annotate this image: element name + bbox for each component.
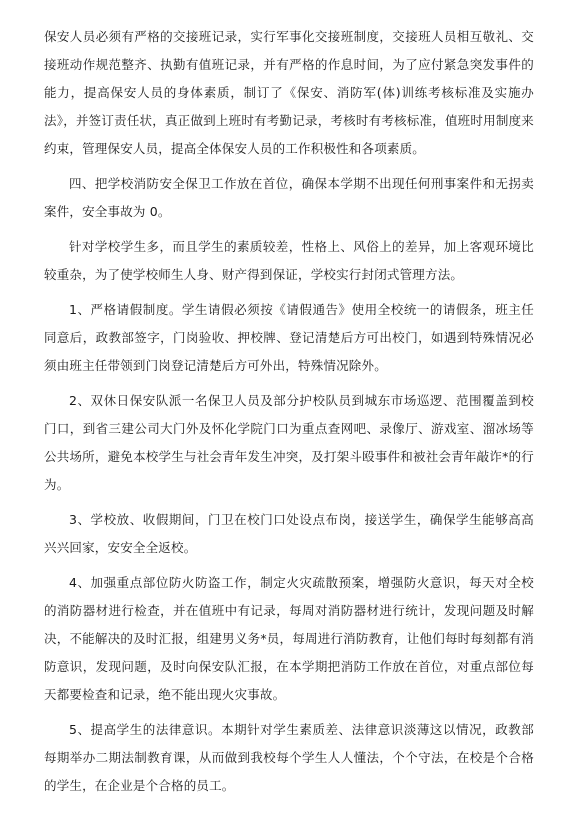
paragraph-closed-management: 针对学校学生多，而且学生的素质较差，性格上、风俗上的差异，加上客观环境比较重杂，为了使学校师生人身、财产得到保证，学校实行封闭式管理方法。 bbox=[44, 239, 534, 282]
paragraph-item-2: 2、双休日保安队派一名保卫人员及部分护校队员到城东市场巡逻、范围覆盖到校门口，到省三建公司大门外及怀化学院门口为重点查网吧、录像厅、游戏室、溜冰场等公共场所，避免本校学生与社会青年发生冲突，及打架斗殴事件和被社会青年敲诈*的行为。 bbox=[44, 393, 534, 492]
paragraph-continuation: 保安人员必须有严格的交接班记录，实行军事化交接班制度，交接班人员相互敬礼、交接班动作规范整齐、执勤有值班记录，并有严格的作息时间，为了应付紧急突发事件的能力，提高保安人员的身体素质，制订了《保安、消防军(体)训练考核标准及实施办法》，并签订责任状，真正做到上班时有考勤记录，考核时有考核标准，值班时用制度来约束，管理保安人员，提高全体保安人员的工作积极性和各项素质。 bbox=[44, 29, 534, 156]
paragraph-item-5: 5、提高学生的法律意识。本期针对学生素质差、法律意识淡薄这以情况，政教部每期举办二期法制教育课，从而做到我校每个学生人人懂法，个个守法，在校是个合格的学生，在企业是个合格的员工。 bbox=[44, 722, 534, 793]
paragraph-item-1: 1、严格请假制度。学生请假必须按《请假通告》使用全校统一的请假条，班主任同意后，政教部签字，门岗验收、押校牌、登记清楚后方可出校门，如遇到特殊情况必须由班主任带领到门岗登记清楚后方可外出，特殊情况除外。 bbox=[44, 302, 534, 373]
paragraph-item-4: 4、加强重点部位防火防盗工作，制定火灾疏散预案，增强防火意识，每天对全校的消防器材进行检查，并在值班中有记录，每周对消防器材进行统计，发现问题及时解决，不能解决的及时汇报，组建男义务*员，每周进行消防教育，让他们每时每刻都有消防意识，发现问题，及时向保安队汇报，在本学期把消防工作放在首位，对重点部位每天都要检查和记录，绝不能出现火灾事故。 bbox=[44, 575, 534, 702]
paragraph-item-3: 3、学校放、收假期间，门卫在校门口处设点布岗，接送学生，确保学生能够高高兴兴回家，安安全全返校。 bbox=[44, 512, 534, 555]
paragraph-section-four: 四、把学校消防安全保卫工作放在首位，确保本学期不出现任何刑事案件和无拐卖案件，安全事故为 0。 bbox=[44, 176, 534, 219]
